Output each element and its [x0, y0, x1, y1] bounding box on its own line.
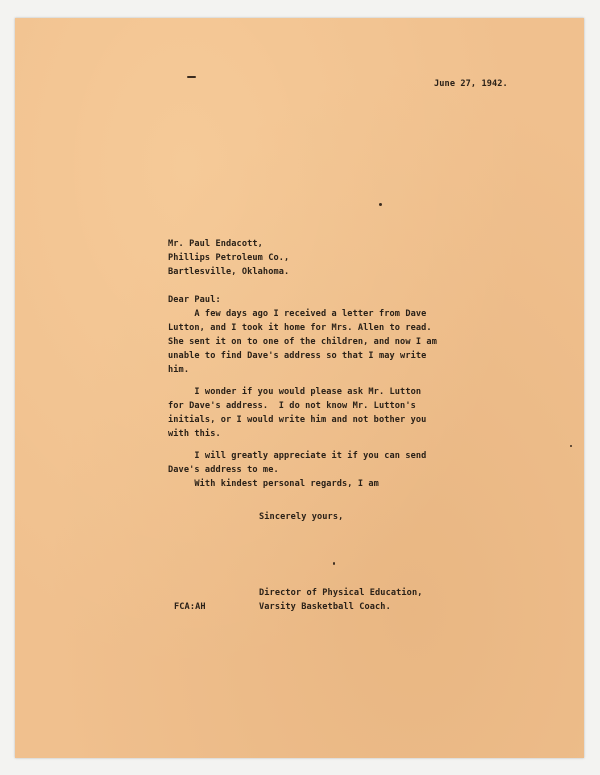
signature-title-2: Varsity Basketball Coach. — [259, 602, 391, 612]
paragraph-2-line: with this. — [168, 429, 221, 439]
paragraph-1-line: him. — [168, 365, 190, 375]
paragraph-1-line: Lutton, and I took it home for Mrs. Allen to read. — [168, 323, 432, 333]
salutation: Dear Paul: — [168, 295, 221, 305]
paper-mark — [187, 76, 196, 78]
paper-speck — [570, 445, 572, 447]
recipient-company: Phillips Petroleum Co., — [168, 253, 290, 263]
paragraph-2-line: initials, or I would write him and not bother you — [168, 415, 427, 425]
paragraph-1-line: She sent it on to one of the children, and now I am — [168, 337, 437, 347]
paragraph-3-line: I will greatly appreciate it if you can send — [168, 451, 427, 461]
paragraph-3-line: Dave's address to me. — [168, 465, 279, 475]
recipient-city: Bartlesville, Oklahoma. — [168, 267, 290, 277]
closing-line: With kindest personal regards, I am — [168, 479, 379, 489]
typist-initials: FCA:AH — [174, 602, 206, 612]
paragraph-1-line: unable to find Dave's address so that I may write — [168, 351, 427, 361]
paragraph-2-line: for Dave's address. I do not know Mr. Lutton's — [168, 401, 416, 411]
paragraph-2-line: I wonder if you would please ask Mr. Lutton — [168, 387, 422, 397]
recipient-name: Mr. Paul Endacott, — [168, 239, 263, 249]
paper-speck — [333, 562, 335, 565]
complimentary-close: Sincerely yours, — [259, 512, 344, 522]
letter-page — [15, 18, 584, 758]
paper-speck — [379, 203, 382, 206]
letter-date: June 27, 1942. — [434, 79, 508, 89]
paragraph-1-line: A few days ago I received a letter from Dave — [168, 309, 427, 319]
signature-title-1: Director of Physical Education, — [259, 588, 423, 598]
